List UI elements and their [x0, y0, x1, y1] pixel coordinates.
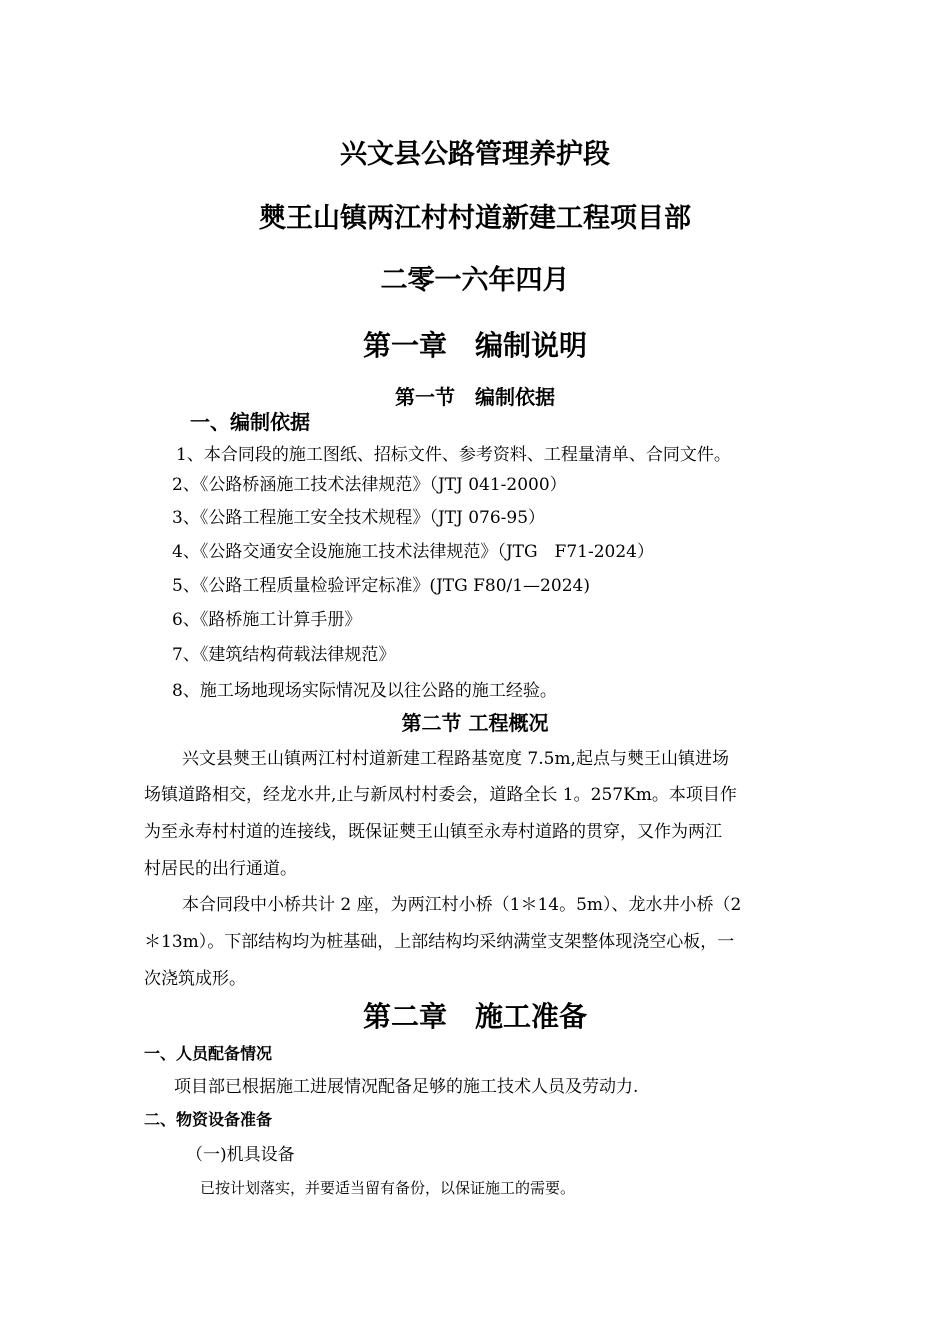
basis-item-6: 6、《路桥施工计算手册》 — [172, 610, 362, 630]
basis-item-3: 3、《公路工程施工安全技术规程》（JTJ 076-95） — [172, 508, 546, 528]
basis-item-7: 7、《建筑结构荷载法律规范》 — [172, 645, 396, 665]
overview-para-2-line-2: ＊13m）。下部结构均为桩基础，上部结构均采纳满堂支架整体现浇空心板，一 — [144, 932, 735, 952]
overview-para-2-line-1: 本合同段中小桥共计 2 座，为两江村小桥（1＊14。5m）、龙水井小桥（2 — [182, 895, 742, 915]
overview-para-1-line-2: 场镇道路相交，经龙水井,止与新凤村村委会，道路全长 1。257Km。本项目作 — [144, 785, 737, 805]
staffing-text: 项目部已根据施工进展情况配备足够的施工技术人员及劳动力. — [174, 1077, 639, 1097]
chapter-1-title: 第一章 编制说明 — [362, 329, 587, 362]
staffing-heading: 一、人员配备情况 — [144, 1044, 273, 1063]
section-2-title: 第二节 工程概况 — [401, 711, 549, 735]
basis-item-2: 2、《公路桥涵施工技术法律规范》（JTJ 041-2000） — [172, 475, 567, 495]
section-1-title: 第一节 编制依据 — [395, 385, 555, 409]
basis-item-4: 4、《公路交通安全设施施工技术法律规范》（JTG F71-2024） — [172, 542, 654, 562]
overview-para-2-line-3: 次浇筑成形。 — [144, 969, 246, 989]
section-1-subheading: 一、编制依据 — [190, 410, 310, 434]
chapter-2-title: 第二章 施工准备 — [362, 1000, 587, 1033]
basis-item-1: 1、本合同段的施工图纸、招标文件、参考资料、工程量清单、合同文件。 — [176, 445, 731, 465]
overview-para-1-line-1: 兴文县僰王山镇两江村村道新建工程路基宽度 7.5m,起点与僰王山镇进场 — [182, 749, 729, 769]
basis-item-5: 5、《公路工程质量检验评定标准》(JTG F80/1—2024) — [172, 576, 590, 596]
cover-project-title: 僰王山镇两江村村道新建工程项目部 — [259, 203, 691, 234]
materials-heading: 二、物资设备准备 — [144, 1110, 273, 1129]
machinery-subheading: （一)机具设备 — [186, 1145, 295, 1165]
cover-date: 二零一六年四月 — [380, 265, 570, 296]
machinery-text: 已按计划落实，并要适当留有备份，以保证施工的需要。 — [200, 1179, 576, 1197]
cover-org-title: 兴文县公路管理养护段 — [340, 139, 610, 170]
overview-para-1-line-3: 为至永寿村村道的连接线，既保证僰王山镇至永寿村道路的贯穿，又作为两江 — [144, 822, 722, 842]
overview-para-1-line-4: 村居民的出行通道。 — [144, 859, 297, 879]
basis-item-8: 8、施工场地现场实际情况及以往公路的施工经验。 — [172, 681, 557, 701]
